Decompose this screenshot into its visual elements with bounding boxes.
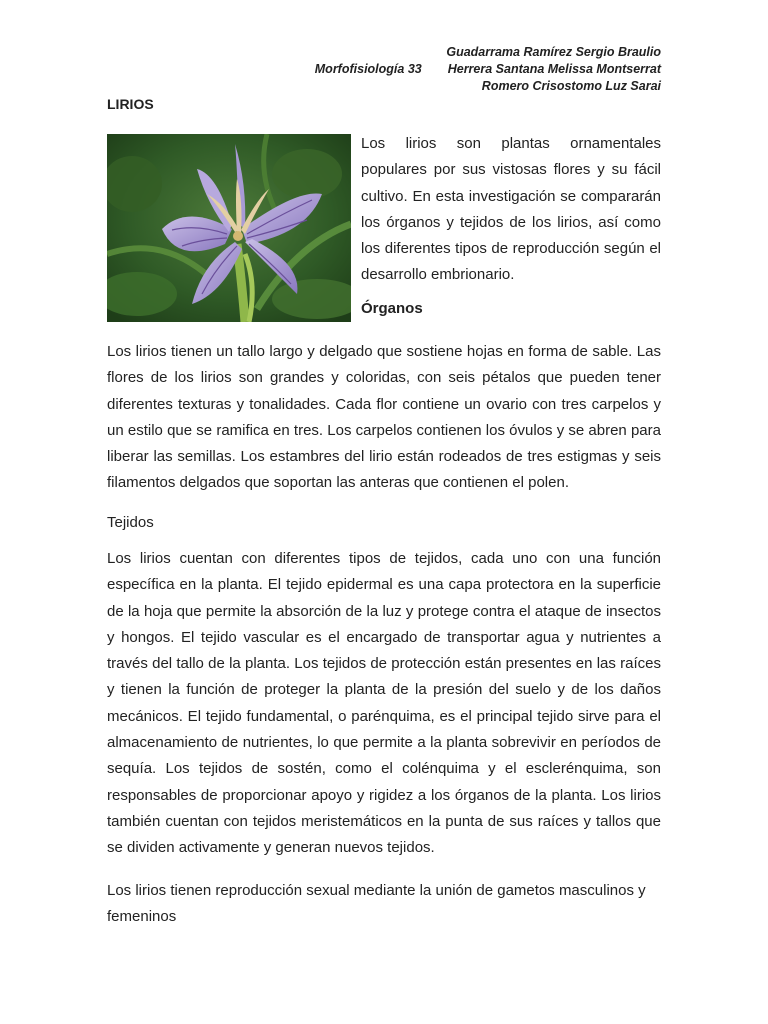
paragraph-reproduccion: Los lirios tienen reproducción sexual mediante la unión de gametos masculinos y femeninos <box>107 882 646 926</box>
header-row-3 <box>300 78 661 95</box>
header-row-1 <box>300 44 661 61</box>
author-3: Romero Crisostomo Luz Sarai <box>481 79 661 93</box>
iris-center <box>233 231 243 241</box>
iris-photo-drawing <box>107 134 351 322</box>
author-2: Herrera Santana Melissa Montserrat <box>447 62 661 76</box>
iris-photo <box>107 134 351 322</box>
section-heading-organos: Órganos <box>361 300 423 317</box>
section-heading-tejidos: Tejidos <box>107 514 154 531</box>
intro-paragraph: Los lirios son plantas ornamentales populares por sus vistosas flores y su fácil cultivo. En esta investigación se compararán los órganos y tejidos de los lirios, así como los diferentes tipos de reproducción según el desarrollo embrionario. <box>361 135 661 284</box>
document-title: LIRIOS <box>107 96 154 112</box>
paragraph-tejidos: Los lirios cuentan con diferentes tipos de tejidos, cada uno con una función específica en la planta. El tejido epidermal es una capa protectora en la superficie de la hoja que permite la absorción de la luz y protege contra el ataque de insectos y hongos. El tejido vascular es el encargado de transportar agua y nutrientes a través del tallo de la planta. Los tejidos de protección están presentes en las raíces y tienen la función de proteger la planta de la presión del suelo y de los daños mecánicos. El tejido fundamental, o parénquima, es el principal tejido sirve para el almacenamiento de nutrientes, lo que permite a la planta sobrevivir en períodos de sequía. Los tejidos de sostén, como el colénquima y el esclerénquima, son responsables de proporcionar apoyo y rigidez a los órganos de la planta. Los lirios también cuentan con tejidos meristemáticos en la punta de sus raíces y tallos que se dividen activamente y generan nuevos tejidos. <box>107 550 661 857</box>
header-row-2 <box>300 61 661 78</box>
course-name: Morfofisiología 33 <box>314 62 422 76</box>
author-1: Guadarrama Ramírez Sergio Braulio <box>446 45 661 59</box>
paragraph-organos: Los lirios tienen un tallo largo y delgado que sostiene hojas en forma de sable. Las flores de los lirios son grandes y coloridas, con seis pétalos que pueden tener diferentes texturas y tonalidades. Cada flor contiene un ovario con tres carpelos y un estilo que se ramifica en tres. Los carpelos contienen los óvulos y se abren para liberar las semillas. Los estambres del lirio están rodeados de tres estigmas y seis filamentos delgados que soportan las anteras que contienen el polen. <box>107 343 661 492</box>
page-header <box>300 44 661 95</box>
